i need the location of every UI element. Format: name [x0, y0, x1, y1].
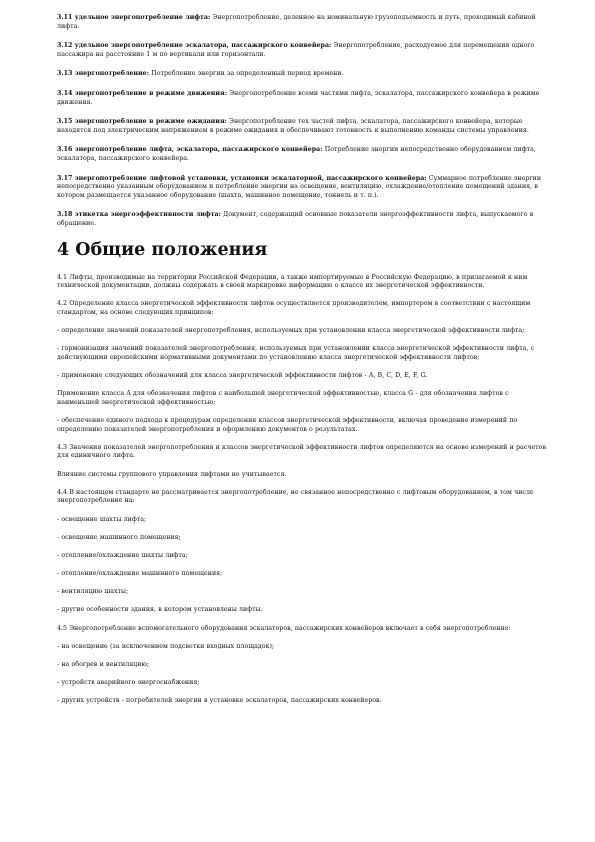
list-item: - других устройств - потребителей энергии в установке эскалаторов, пассажирских конвейеров. [57, 697, 382, 705]
definition-text: Потребление энергии непосредственно оборудованием лифта, эскалатора, пассажирского конвейера. [57, 146, 536, 162]
list-item: - другие особенности здания, в котором установлены лифты. [57, 606, 263, 614]
list-item: - отопление/охлаждение шахты лифта; [57, 551, 188, 559]
definition-text: Энергопотребление тех частей лифта, эскалатора, пассажирского конвейера, которые находятся под электрическим напряжением в режиме ожидания и обеспечивают готовность к выполнению команды системы управления. [57, 118, 529, 134]
paragraph: Применение класса A для обозначения лифтов с наибольшей энергетической эффективностью, класса G - для обозначения лифтов с наименьшей энергетической эффективностью; [57, 390, 509, 406]
definition-3-14 [57, 90, 552, 107]
definition-term: 3.14 энергопотребление в режиме движения: [57, 89, 228, 97]
definition-3-12 [57, 42, 552, 59]
definition-3-11 [57, 14, 552, 31]
list-item: - на обогрев и вентиляцию; [57, 661, 150, 669]
definition-3-16 [57, 146, 552, 163]
list-item: - применение следующих обозначений для класса энергетической эффективности лифтов - A, B, C, D, E, F, G. [57, 372, 428, 380]
definition-3-13 [57, 70, 552, 79]
paragraph: Влияние системы группового управления лифтами не учитывается. [57, 470, 287, 478]
definition-text: Документ, содержащий основные показатели энергоэффективности лифта, выпускаемого в обращение. [57, 211, 534, 227]
list-item: - отопление/охлаждение машинного помещения; [57, 570, 223, 578]
paragraph-4-1: 4.1 Лифты, производимые на территории Российской Федерации, а также импортируемые в Российскую Федерацию, в прилагаемой к ним технической документации, должны содержать в своей маркировке информацию о классе их энергетической эффективности. [57, 273, 528, 290]
definition-term: 3.15 энергопотребление в режиме ожидания: [57, 118, 227, 126]
definition-term: 3.16 энергопотребление лифта, эскалатора, пассажирского конвейера: [57, 146, 323, 154]
list-item: - гармонизация значений показателей энергопотребления, используемых при установлении класса энергетической эффективности лифта, с действующими европейскими нормативными документами по установлению класса энергетической эффективности лифтов; [57, 345, 535, 361]
definition-text: Энергопотребление, расходуемое для перемещения одного пассажира на расстояние 1 м по вертикали или горизонтали. [57, 42, 535, 58]
definition-3-15 [57, 118, 552, 135]
paragraph-4-3: 4.3 Значения показателей энергопотребления и классов энергетической эффективности лифтов определяются на основе измерений и расчетов для единичного лифта. [57, 443, 547, 460]
definition-term: 3.13 энергопотребление: [57, 70, 150, 78]
list-item: - обеспечение единого подхода к процедурам определения классов энергетической эффективности, включая проведение измерений по определению показателей энергопотребления и оформлению документов о результатах. [57, 417, 518, 433]
definition-text: Энергопотребление, деленное на номинальную грузоподъемность и путь, проходимый кабиной лифта. [57, 14, 536, 30]
definition-term: 3.17 энергопотребление лифтовой установки, установки эскалаторной, пассажирского конвейера: [57, 174, 427, 182]
list-item: - освещение машинного помещения; [57, 533, 181, 541]
definition-3-18 [57, 211, 552, 228]
document-page [57, 14, 552, 716]
definition-text: Суммарное потребление энергии непосредственно указанным оборудованием и потребление энергии на освещение, вентиляцию, охлаждение/отопление помещений здания, в котором размещается указанное оборудование (шахта, машинное помещение, тоннель и т. п.). [57, 174, 542, 199]
definition-text: Потребление энергии за определенный период времени. [149, 70, 344, 78]
paragraph-4-5: 4.5 Энергопотребление вспомогательного оборудования эскалаторов, пассажирских конвейеров включает в себя энергопотребление: [57, 624, 511, 632]
paragraph-4-2: 4.2 Определение класса энергетической эффективности лифтов осуществляется производителем, импортером в соответствии с настоящим стандартом, на основе следующих принципов: [57, 300, 531, 316]
paragraph-4-4: 4.4 В настоящем стандарте не рассматривается энергопотребление, не связанное непосредственно с лифтовым оборудованием, в том числе энергопотребление на: [57, 488, 534, 505]
definition-text: Энергопотребление всеми частями лифта, эскалатора, пассажирского конвейера в режиме движения. [57, 89, 540, 106]
list-item: - устройств аварийного энергоснабжения; [57, 679, 200, 687]
definition-term: 3.18 этикетка энергоэффективности лифта: [57, 211, 221, 219]
list-item: - определение значений показателей энергопотребления, используемых при установлении класса энергетической эффективности лифта; [57, 327, 525, 335]
list-item: - освещение шахты лифта; [57, 515, 147, 523]
section-heading: 4 Общие положения [57, 239, 268, 260]
definition-term: 3.11 удельное энергопотребление лифта: [57, 14, 211, 21]
definition-3-17 [57, 175, 552, 201]
list-item: - вентиляцию шахты; [57, 588, 129, 596]
definition-term: 3.12 удельное энергопотребление эскалатора, пассажирского конвейера: [57, 42, 332, 50]
list-item: - на освещение (за исключением подсветки входных площадок); [57, 642, 275, 650]
